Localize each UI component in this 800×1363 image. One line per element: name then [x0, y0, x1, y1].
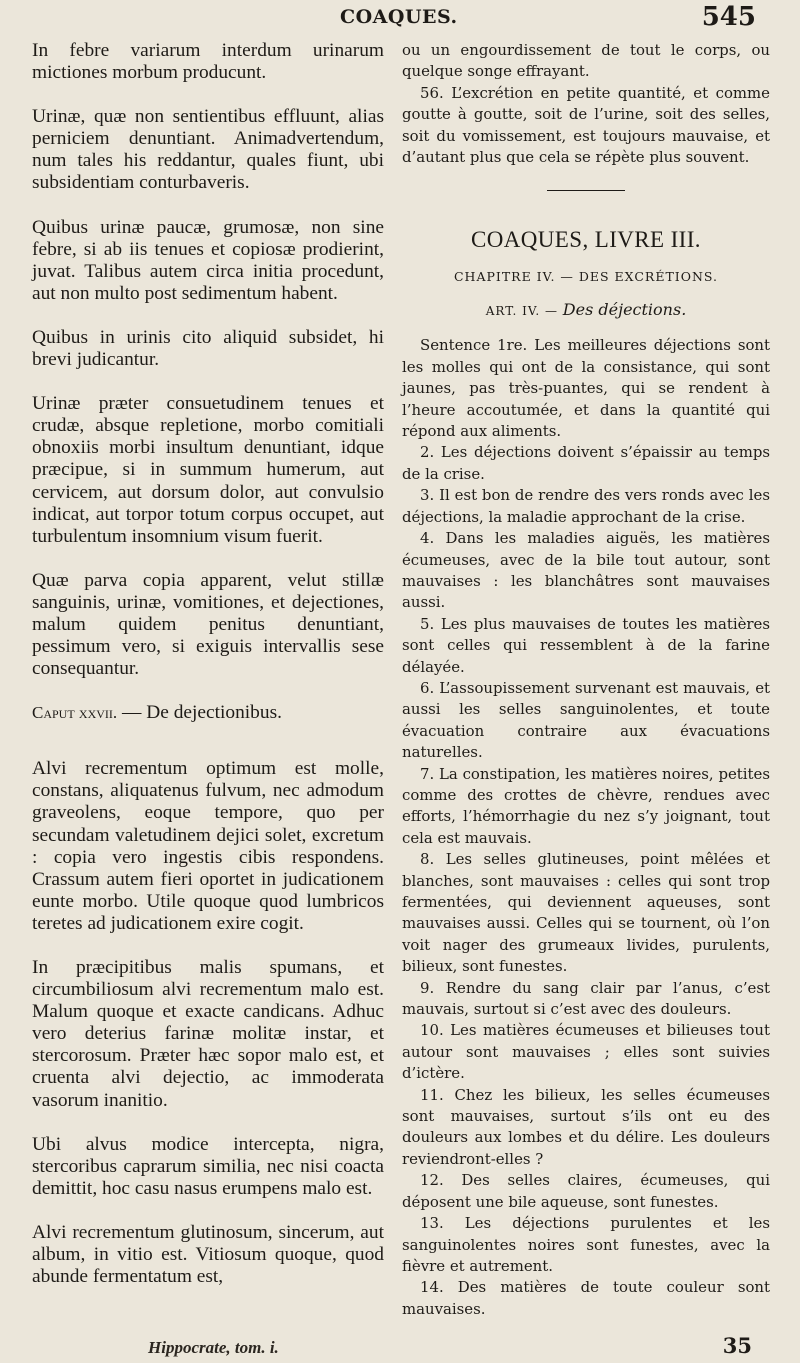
sentence-paragraph: Sentence 1re. Les meilleures déjections sont les molles qui ont de la consistance, qui sont jaunes, pas très-puantes, qui se rendent à l’heure accoutumée, et dans la quantité qui répond aux aliments. [402, 336, 770, 441]
latin-paragraph: In præcipitibus malis spumans, et circumbiliosum alvi recrementum malo est. Malum quoque et exacte candicans. Adhuc vero deterius farinæ molitæ instar, et stercorosum. Præter hæc sopor malo est, et cruenta alvi dejectio, ac immoderata vasorum inanitio. [32, 957, 384, 1111]
article-label: ART. IV. — [485, 304, 559, 319]
article-title: Des déjections. [562, 300, 687, 320]
french-paragraph: 56. L’excrétion en petite quantité, et comme goutte à goutte, soit de l’urine, soit des selles, soit du vomissement, est toujours mauvaise, et d’autant plus que cela se répète plus souvent. [402, 83, 770, 167]
latin-paragraph: Quibus urinæ paucæ, grumosæ, non sine febre, si ab iis tenues et copiosæ prodierint, juvat. Talibus autem circa initia procedunt, aut non multo post sedimentum habent. [32, 216, 384, 304]
latin-column [32, 40, 384, 1306]
latin-paragraph: Urinæ, quæ non sentientibus effluunt, alias perniciem denuntiant. Animadvertendum, num tales his reddantur, quales fiunt, ubi subsidentiam conturbaveris. [32, 106, 384, 194]
chapter-title: CHAPITRE IV. — DES EXCRÉTIONS. [453, 269, 719, 285]
volume-footer: Hippocrate, tom. i. [148, 1338, 279, 1357]
signature-mark: 35 [722, 1333, 752, 1358]
sentence-paragraph: 13. Les déjections purulentes et les sanguinolentes noires sont funestes, avec la fièvre et autrement. [402, 1214, 770, 1275]
sentence-paragraph: 6. L’assoupissement survenant est mauvais, et aussi les selles sanguinolentes, et toute évacuation contraire aux évacuations naturelles. [402, 678, 770, 762]
running-header: COAQUES. [340, 6, 458, 28]
latin-paragraph: Alvi recrementum optimum est molle, constans, aliquatenus fulvum, nec admodum graveolens, eoque tempore, quo per secundam valetudinem dejici solet, excretum : copia vero ingestis cibis respondens. Crassum autem fieri oportet in judicationem eunte morbo. Utile quoque quod lumbricos teretes ad judicationem exire cogit. [32, 758, 384, 934]
sentence-paragraph: 10. Les matières écumeuses et bilieuses tout autour sont mauvaises ; elles sont suivies d’ictère. [402, 1021, 770, 1083]
latin-paragraph: Alvi recrementum glutinosum, sincerum, aut album, in vitio est. Vitiosum quoque, quod abunde fermentatum est, [32, 1221, 384, 1288]
latin-paragraph: Quibus in urinis cito aliquid subsidet, hi brevi judicantur. [32, 326, 384, 371]
article-heading [402, 300, 770, 319]
latin-paragraph: Ubi alvus modice intercepta, nigra, stercoribus caprarum similia, nec nisi coacta demittit, hoc casu nasus erumpens malo est. [32, 1133, 384, 1199]
sentence-paragraph: 2. Les déjections doivent s’épaissir au temps de la crise. [402, 443, 770, 483]
sentence-paragraph: 14. Des matières de toute couleur sont mauvaises. [402, 1278, 770, 1318]
sentence-paragraph: 7. La constipation, les matières noires, petites comme des crottes de chèvre, rendues avec efforts, l’hémorrhagie du nez s’y joignant, tout cela est mauvais. [402, 764, 770, 847]
caput-title: — De dejectionibus. [122, 702, 282, 724]
sentence-paragraph: 4. Dans les maladies aiguës, les matières écumeuses, avec de la bile tout autour, sont mauvaises : les blanchâtres sont mauvaises aussi. [402, 529, 770, 612]
sentence-paragraph: 12. Des selles claires, écumeuses, qui déposent une bile aqueuse, sont funestes. [402, 1171, 770, 1211]
sentence-paragraph: 8. Les selles glutineuses, point mêlées et blanches, sont mauvaises : celles qui sont trop fermentées, qui deviennent aqueuses, sont mauvaises aussi. Celles qui se tournent, où l’on voit nager des grumeaux livides, purulents, bilieux, sont funestes. [402, 850, 770, 976]
latin-paragraph: In febre variarum interdum urinarum mictiones morbum producunt. [32, 40, 384, 84]
french-column [402, 40, 770, 1320]
latin-paragraph: Quæ parva copia apparent, velut stillæ sanguinis, urinæ, vomitiones, et dejectiones, malum quidem penitus denuntiant, pessimum vero, si exiguis intervallis sese consequantur. [32, 569, 384, 680]
latin-chapter-heading [32, 702, 384, 724]
french-paragraph: ou un engourdissement de tout le corps, ou quelque songe effrayant. [402, 41, 770, 81]
latin-paragraph: Urinæ præter consuetudinem tenues et crudæ, absque repletione, morbo comitiali obnoxiis morbi insultum denuntiant, idque præcipue, si in summum humerum, aut cervicem, aut dorsum dolor, aut convulsio indicat, aut torpor totum corpus occupet, aut turbulentum insomnium visum fuerit. [32, 393, 384, 547]
page-number: 545 [701, 2, 756, 32]
section-divider [547, 190, 625, 191]
sentence-paragraph: 9. Rendre du sang clair par l’anus, c’est mauvais, surtout si c’est avec des douleurs. [402, 978, 770, 1019]
sentence-paragraph: 3. Il est bon de rendre des vers ronds avec les déjections, la maladie approchant de la crise. [402, 486, 770, 526]
section-title: COAQUES, LIVRE III. [471, 227, 701, 253]
caput-label: Caput xxvii. [32, 703, 118, 723]
sentence-paragraph: 11. Chez les bilieux, les selles écumeuses sont mauvaises, surtout s’ils ont eu des douleurs aux lombes et du délire. Les douleurs reviendront-elles ? [402, 1085, 770, 1168]
sentence-paragraph: 5. Les plus mauvaises de toutes les matières sont celles qui ressemblent à de la farine délayée. [402, 614, 770, 676]
